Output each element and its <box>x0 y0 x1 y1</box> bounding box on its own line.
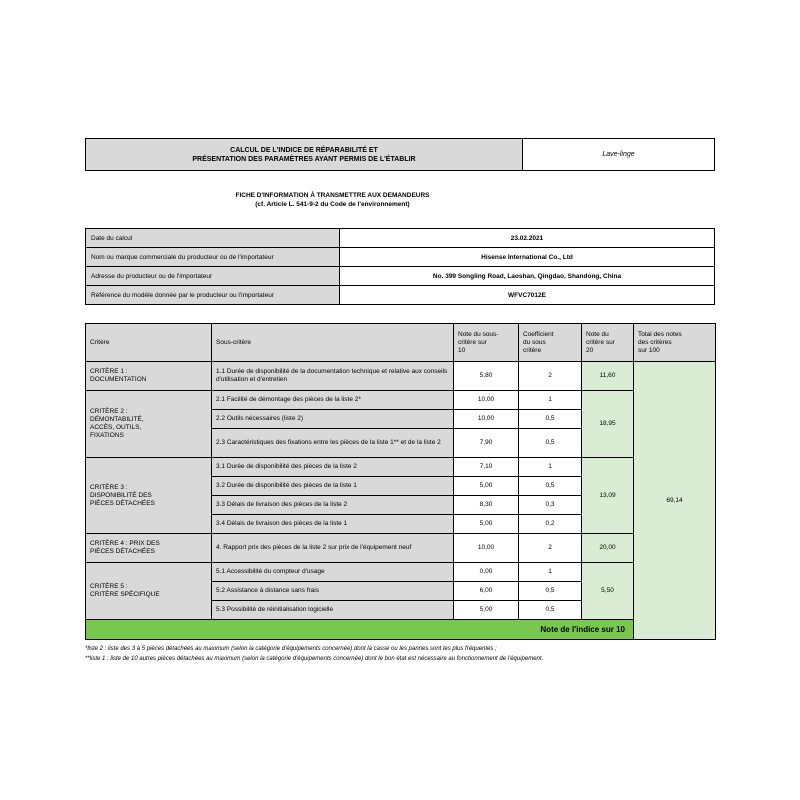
table-row <box>86 362 716 391</box>
subcriterion-coefficient: 0,2 <box>519 515 582 534</box>
subcriterion-coefficient: 1 <box>519 391 582 410</box>
subcriterion-label: 4. Rapport prix des pièces de la liste 2 sur prix de l'équipement neuf <box>212 534 454 563</box>
subcriterion-coefficient: 1 <box>519 563 582 582</box>
info-row <box>86 248 715 267</box>
info-value: 23.02.2021 <box>340 229 715 248</box>
criterion-1-score20: 11,60 <box>582 362 634 391</box>
criterion-line: PIÈCES DÉTACHÉES <box>90 499 155 507</box>
index-row <box>86 620 716 640</box>
header-line: critère sur <box>458 338 487 346</box>
criterion-line: ACCÈS, OUTILS, <box>90 424 142 431</box>
criterion-4-score20: 20,00 <box>582 534 634 563</box>
info-row <box>86 286 715 305</box>
subcriterion-score: 5,00 <box>454 515 519 534</box>
criterion-line: CRITÈRE 3 : <box>90 483 128 491</box>
col-header-score20 <box>582 324 634 362</box>
subcriterion-coefficient: 0,3 <box>519 496 582 515</box>
subcriterion-score: 5,00 <box>454 601 519 620</box>
criterion-3-score20: 13,09 <box>582 458 634 534</box>
subcriterion-label: 5.2 Assistance à distance sans frais <box>212 582 454 601</box>
subcriterion-score: 5,80 <box>454 362 519 391</box>
header-line: Note du <box>586 330 609 338</box>
subcriterion-score: 10,00 <box>454 391 519 410</box>
header-line: critère sur <box>586 338 615 346</box>
criterion-line: DOCUMENTATION <box>90 376 147 383</box>
header-box <box>85 138 715 171</box>
criterion-4-name <box>86 534 212 563</box>
info-label: Date du calcul <box>86 229 340 248</box>
subcriterion-label: 2.2 Outils nécessaires (liste 2) <box>212 410 454 429</box>
header-line: des critères <box>638 338 672 346</box>
col-header-total100 <box>634 324 716 362</box>
subcriterion-label: 2.3 Caractéristiques des fixations entre les pièces de la liste 1** et de la liste 2 <box>212 429 454 458</box>
criterion-2-name <box>86 391 212 458</box>
info-row <box>86 267 715 286</box>
subcriterion-coefficient: 0,5 <box>519 410 582 429</box>
subcriterion-label: 2.1 Facilité de démontage des pièces de la liste 2* <box>212 391 454 410</box>
header-line: Note du sous- <box>458 330 499 338</box>
subcriterion-score: 5,00 <box>454 477 519 496</box>
col-header-criterion: Critère <box>86 324 212 362</box>
equipment-category: Lave-linge <box>523 139 715 171</box>
table-row <box>86 563 716 582</box>
info-row <box>86 229 715 248</box>
col-header-score10 <box>454 324 519 362</box>
header-line: du sous <box>523 338 546 346</box>
subcriterion-label: 5.1 Accessibilité du compteur d'usage <box>212 563 454 582</box>
table-row <box>86 458 716 477</box>
criterion-line: CRITÈRE SPÉCIFIQUE <box>90 591 160 598</box>
subtitle <box>200 191 465 209</box>
header-line: critère <box>523 346 542 354</box>
subcriterion-score: 7,90 <box>454 429 519 458</box>
subcriterion-coefficient: 2 <box>519 362 582 391</box>
criterion-3-name <box>86 458 212 534</box>
info-value: WFVC7012E <box>340 286 715 305</box>
col-header-subcriterion: Sous-critère <box>212 324 454 362</box>
header-line: 10 <box>458 346 466 354</box>
total-score-100: 69,14 <box>634 362 716 640</box>
subcriterion-label: 3.4 Délais de livraison des pièces de la liste 1 <box>212 515 454 534</box>
subtitle-line-1: FICHE D'INFORMATION À TRANSMETTRE AUX DEMANDEURS <box>235 192 430 199</box>
criterion-line: CRITÈRE 5 : <box>90 583 128 590</box>
table-row <box>86 391 716 410</box>
subcriterion-label: 3.3 Délais de livraison des pièces de la liste 2 <box>212 496 454 515</box>
header-line: sur 100 <box>638 346 660 354</box>
subcriterion-coefficient: 0,5 <box>519 477 582 496</box>
col-header-coefficient <box>519 324 582 362</box>
criterion-line: DISPONIBILITÉ DES <box>90 491 152 499</box>
subcriterion-score: 10,00 <box>454 410 519 429</box>
subtitle-line-2: (cf. Article L. 541-9-2 du Code de l'environnement) <box>255 201 410 208</box>
info-label: Adresse du producteur ou de l'importateur <box>86 267 340 286</box>
subcriterion-coefficient: 0,5 <box>519 582 582 601</box>
score-table <box>85 323 716 640</box>
header-line: 20 <box>586 346 594 354</box>
criterion-line: CRITÈRE 4 : PRIX DES <box>90 540 160 547</box>
header-line: Total des notes <box>638 330 682 338</box>
subcriterion-coefficient: 1 <box>519 458 582 477</box>
criterion-line: CRITÈRE 1 : <box>90 368 128 375</box>
footnotes <box>85 644 725 664</box>
criterion-line: CRITÈRE 2 : <box>90 408 128 415</box>
criterion-line: PIÈCES DÉTACHÉES <box>90 548 155 555</box>
subcriterion-coefficient: 0,5 <box>519 601 582 620</box>
criterion-2-score20: 18,95 <box>582 391 634 458</box>
subcriterion-score: 8,30 <box>454 496 519 515</box>
footnote-2: **liste 1 : liste de 10 autres pièces détachées au maximum (selon la catégorie d'équipements concernée) dont le bon état est nécessaire au fonctionnement de l'équipement. <box>85 656 544 662</box>
criterion-line: DÉMONTABILITÉ, <box>90 416 144 423</box>
subcriterion-score: 0,00 <box>454 563 519 582</box>
footnote-1: *liste 2 : liste des 3 à 5 pièces détachées au maximum (selon la catégorie d'équipements concernée) dont la casse ou les pannes sont les plus fréquentes ; <box>85 646 497 652</box>
info-label: Nom ou marque commerciale du producteur ou de l'importateur <box>86 248 340 267</box>
title-line-2: PRÉSENTATION DES PARAMÈTRES AYANT PERMIS DE L'ÉTABLIR <box>192 155 416 163</box>
info-value: Hisense International Co., Ltd <box>340 248 715 267</box>
table-row <box>86 534 716 563</box>
subcriterion-score: 7,10 <box>454 458 519 477</box>
info-value: No. 399 Songling Road, Laoshan, Qingdao, Shandong, China <box>340 267 715 286</box>
subcriterion-label: 1.1 Durée de disponibilité de la documentation technique et relative aux conseils d'utilisation et d'entretien <box>212 362 454 391</box>
document-title <box>86 139 523 171</box>
table-header-row <box>86 324 716 362</box>
criterion-1-name <box>86 362 212 391</box>
info-label: Référence du modèle donnée par le producteur ou l'importateur <box>86 286 340 305</box>
subcriterion-label: 3.1 Durée de disponibilité des pièces de la liste 2 <box>212 458 454 477</box>
criterion-5-score20: 5,50 <box>582 563 634 620</box>
index-label: Note de l'indice sur 10 <box>86 620 634 640</box>
info-table <box>85 228 715 305</box>
subcriterion-label: 3.2 Durée de disponibilité des pièces de la liste 1 <box>212 477 454 496</box>
subcriterion-score: 10,00 <box>454 534 519 563</box>
subcriterion-label: 5.3 Possibilité de réinitialisation logicielle <box>212 601 454 620</box>
subcriterion-score: 6,00 <box>454 582 519 601</box>
title-line-1: CALCUL DE L'INDICE DE RÉPARABILITÉ ET <box>230 146 378 154</box>
criterion-line: FIXATIONS <box>90 432 124 439</box>
subcriterion-coefficient: 0,5 <box>519 429 582 458</box>
subcriterion-coefficient: 2 <box>519 534 582 563</box>
criterion-5-name <box>86 563 212 620</box>
header-line: Coefficient <box>523 330 554 338</box>
